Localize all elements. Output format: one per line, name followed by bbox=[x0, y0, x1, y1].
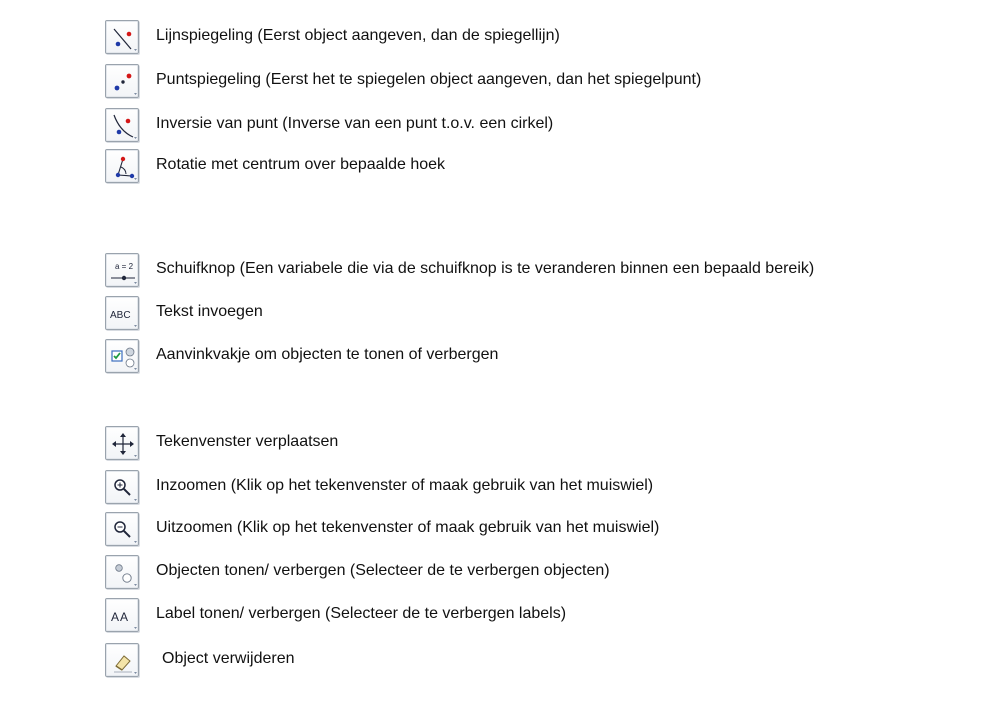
tool-item-slider[interactable] bbox=[105, 253, 865, 301]
tool-item-text[interactable] bbox=[105, 296, 865, 336]
tool-label-show-hide-object: Objecten tonen/ verbergen (Selecteer de te verbergen objecten) bbox=[156, 562, 610, 579]
text-icon-text: ABC bbox=[110, 310, 131, 321]
tool-label-zoom-in: Inzoomen (Klik op het tekenvenster of maak gebruik van het muiswiel) bbox=[156, 477, 654, 494]
tool-item-point-reflection[interactable] bbox=[105, 64, 865, 104]
tool-item-delete[interactable] bbox=[105, 643, 865, 683]
tool-label-point-inversion: Inversie van punt (Inverse van een punt t.o.v. een cirkel) bbox=[156, 115, 554, 132]
tool-label-rotation: Rotatie met centrum over bepaalde hoek bbox=[156, 156, 446, 173]
tool-item-show-hide-label[interactable] bbox=[105, 598, 865, 638]
slider-icon-text: a = 2 bbox=[115, 262, 134, 271]
slider-icon[interactable] bbox=[105, 253, 139, 287]
tool-label-line-reflection: Lijnspiegeling (Eerst object aangeven, dan de spiegellijn) bbox=[156, 27, 560, 44]
tool-label-text: Tekst invoegen bbox=[156, 303, 263, 320]
tool-label-slider: Schuifknop (Een variabele die via de schuifknop is te veranderen binnen een bepaald bereik) bbox=[156, 260, 815, 277]
tool-item-rotation[interactable] bbox=[105, 149, 865, 189]
line-reflection-icon[interactable] bbox=[105, 20, 139, 54]
point-inversion-icon[interactable] bbox=[105, 108, 139, 142]
tool-label-point-reflection: Puntspiegeling (Eerst het te spiegelen object aangeven, dan het spiegelpunt) bbox=[156, 71, 702, 88]
delete-icon[interactable] bbox=[105, 643, 139, 677]
tool-label-move-graphics: Tekenvenster verplaatsen bbox=[156, 433, 339, 450]
zoom-out-icon[interactable] bbox=[105, 512, 139, 546]
zoom-in-icon[interactable] bbox=[105, 470, 139, 504]
tool-item-zoom-in[interactable] bbox=[105, 470, 865, 510]
point-reflection-icon[interactable] bbox=[105, 64, 139, 98]
show-hide-label-icon[interactable] bbox=[105, 598, 139, 632]
tool-label-show-hide-label: Label tonen/ verbergen (Selecteer de te verbergen labels) bbox=[156, 605, 567, 622]
show-hide-label-icon-text: AA bbox=[111, 610, 130, 624]
tool-item-point-inversion[interactable] bbox=[105, 108, 865, 148]
tool-label-delete: Object verwijderen bbox=[162, 650, 295, 667]
tool-item-zoom-out[interactable] bbox=[105, 512, 865, 552]
text-icon[interactable] bbox=[105, 296, 139, 330]
show-hide-object-icon[interactable] bbox=[105, 555, 139, 589]
rotation-icon[interactable] bbox=[105, 149, 139, 183]
tool-label-checkbox: Aanvinkvakje om objecten te tonen of verbergen bbox=[156, 346, 499, 363]
tool-item-show-hide-object[interactable] bbox=[105, 555, 865, 595]
tool-item-move-graphics[interactable] bbox=[105, 426, 865, 466]
tool-item-checkbox[interactable] bbox=[105, 339, 865, 379]
checkbox-icon[interactable] bbox=[105, 339, 139, 373]
move-graphics-icon[interactable] bbox=[105, 426, 139, 460]
tool-label-zoom-out: Uitzoomen (Klik op het tekenvenster of maak gebruik van het muiswiel) bbox=[156, 519, 660, 536]
tool-item-line-reflection[interactable] bbox=[105, 20, 865, 60]
